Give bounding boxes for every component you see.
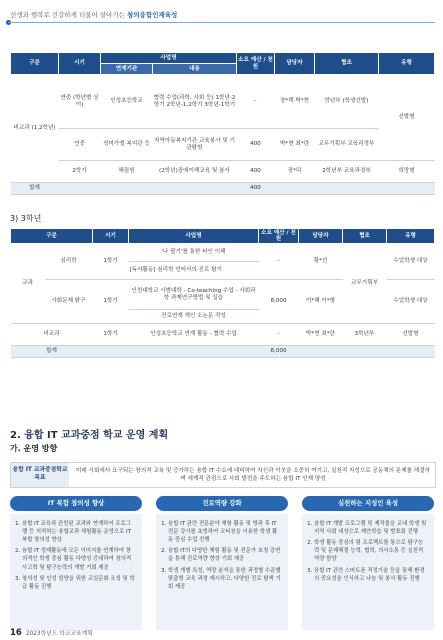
list-item: 3. 창의성 및 인성 함양을 위한 교실문화 조성 및 학급 활동 진행 [22,575,136,591]
cell: '나 팔기'를 통한 타인 이해 [129,244,259,262]
cell: - [259,324,299,346]
list-item: 3. 학생 개별 특성, 역량 분석을 통한 과정별 수준별 맞춤형 교육 과정 제시하고, 다양한 진로 탐색 기회 제공 [168,567,282,591]
sum-label: 합계 [11,346,93,358]
cell: 황*선 [299,244,343,280]
cell: 교무기획부 교육과정부 [315,129,379,161]
th-sigi: 시기 [59,53,101,75]
header-rule [8,22,435,23]
cell: 박*현 최*란 [299,324,343,346]
goal-label: 융합 IT 교과중점학교 목표 [11,463,69,487]
section-grade3: 3) 3학년 [10,214,42,223]
cell: 인천대학교 사범대학 - Co-teaching 수업 - 사회과학 과제연구방법 및 실습 [129,280,259,310]
cell: 인성초등학교 [101,75,153,129]
cell-gubun: 교과 [11,244,45,324]
sum-budget: 400 [237,183,275,195]
cell: 2학년부 교육과정부 [315,161,379,183]
th-saeop: 사업명 [129,229,259,244]
column-body [302,514,434,630]
column-career [156,496,288,630]
cell: - [259,244,299,280]
th-sigi: 시기 [93,229,129,244]
cell: 400 [237,129,275,161]
column-creativity [10,496,142,630]
column-practice [302,496,434,630]
cell: 협력 수업(과학, 사회 등) 1학년-2학기 2학년-1,2학기 3학년-1학기 [153,75,237,129]
header-title: 창의융합인재육성 [127,11,178,19]
sum-budget: 8,000 [259,346,299,358]
table-grade3 [10,228,435,358]
cell: 사회문제 탐구 [45,280,93,324]
cell: 성미가엘 복지관 등 [101,129,153,161]
cell: 이*혜 이*형 [299,280,343,324]
cell: 학년부 (학생선발) [315,75,379,129]
column-body [10,514,142,630]
cell: 선발형 [387,324,435,346]
th-hyup: 협조 [315,53,379,75]
list-item: 1. 융합 IT 개발 프로그램 및 제작물을 교내 학생 및 지역 사회 대상으로 제안학습 및 발표회 진행 [314,520,428,536]
th-gubun: 구분 [11,53,59,75]
th-dam: 담당자 [299,229,343,244]
th-hyup: 협조 [343,229,387,244]
list-item: 1. 융합 IT 교육과 관련된 교과와 연계하여 프로그램 등 지적하는 융합교과 체험활동 운영으로 IT 복합 창의성 향상 [22,520,136,544]
cell: 비교과 [11,324,93,346]
list-item: 2. 융합 IT의 다양한 체험 활동 및 전문가 초청 강연을 통해 진로역량 향상 기회 제공 [168,547,282,563]
cell: 1학기 [93,280,129,324]
cell: 8,000 [259,280,299,324]
cell: 수업학생 대상 [387,244,435,280]
cell: 1학기 [93,244,129,280]
cell-gubun: 비교과 (1,2학년) [11,75,59,183]
th-budget: 소요 예산 / 천원 [237,53,275,75]
cell: - [237,75,275,129]
cell: 박*현 최*란 [275,129,315,161]
cell: [독서활동] 심리학 언어서의 진로 탐기 [129,262,259,280]
table-grade12 [10,52,435,195]
column-title: IT 복합 창의성 향상 [10,496,142,511]
list-item: 3. 융합 IT 관련 스마트폰 적정기술 등을 통해 환경의 중요성을 인식하고 나눔 및 봉사 활동 진행 [314,567,428,583]
cell: 400 [237,161,275,183]
th-yeon: 연계기관 [101,64,153,75]
th-naeyong: 내용 [153,64,237,75]
list-item: 2. 융합 IT 정제활동에 모든 이미지를 연계하여 창의적인 학생 중심 활동 다양성 증대하여 창의적 사고력 및 탐구능력의 개발 기회 제공 [22,547,136,571]
cell: 1학기 [93,324,129,346]
cell: 희망형 [379,161,435,183]
column-body [156,514,288,630]
subsection-title: 가. 운영 방향 [10,444,58,453]
th-type: 유형 [387,229,435,244]
page-footer [10,628,93,638]
cell: 수업학생 대상 [387,280,435,324]
footer-text: 2023학년도 학교교육계획 [25,631,93,637]
list-item: 2. 학생 활동 중심의 팀 프로젝트를 통으로 탐구능력 및 문제해결 능력, 협력, 의사소통 등 실천적 역량 함양 [314,539,428,563]
column-title: 진로역량 강화 [156,496,288,511]
th-gubun: 구분 [11,229,93,244]
cell: 인성초등학교 연계 활동 - 협력 수업 [129,324,259,346]
cell: 교무기획부 [343,244,387,324]
cell: 연중 [59,129,101,161]
sum-label: 합계 [11,183,59,195]
header-pretext: 선생과 행복로 건강하게 더불어 살아가는 [10,11,126,19]
cell: 2학기 [59,161,101,183]
running-header [10,10,177,19]
cell: 진로연계 개인 소논문 작성 [129,310,259,324]
th-budget: 소요 예산 / 천원 [259,229,299,244]
cell: 장*덕 [275,161,315,183]
cell: 지역아동복지기관 교육봉사 및 기관탐방 [153,129,237,161]
cell: 장*택 박*현 [275,75,315,129]
th-type: 유형 [379,53,435,75]
column-title: 실천하는 지성인 육성 [302,496,434,511]
list-item: 1. 융합 IT 관련 전문분야 체험 활동 및 방과 후 IT 전문 강사를 초빙하여 코티칭을 이용한 학생 활동 중심 수업 진행 [168,520,282,544]
th-dam: 담당자 [275,53,315,75]
page-number: 16 [10,628,22,638]
goal-box [10,462,436,488]
cell: 3학년부 [343,324,387,346]
th-saeop: 사업명 [101,53,237,64]
cell: (2학년)장애이해교육 및 봉사 [153,161,237,183]
section-title: 2. 융합 IT 교과중점 학교 운영 계획 [10,430,169,441]
cell: 심리학 [45,244,93,280]
goal-text: 미래 사회에서 요구되는 창의적 교육 및 증가하는 융합 IT 수요에 대비하여 자신과 이웃을 소중히 여기고, 실천적 지성으로 공동체의 문제를 해결하며 세계적 관점으로 사회 발전을 주도하는 융합 IT 인재 양성 [75,468,431,483]
cell: 연중 (학년별 상이) [59,75,101,129]
cell-type: 선발형 [379,75,435,161]
cell: 해림원 [101,161,153,183]
